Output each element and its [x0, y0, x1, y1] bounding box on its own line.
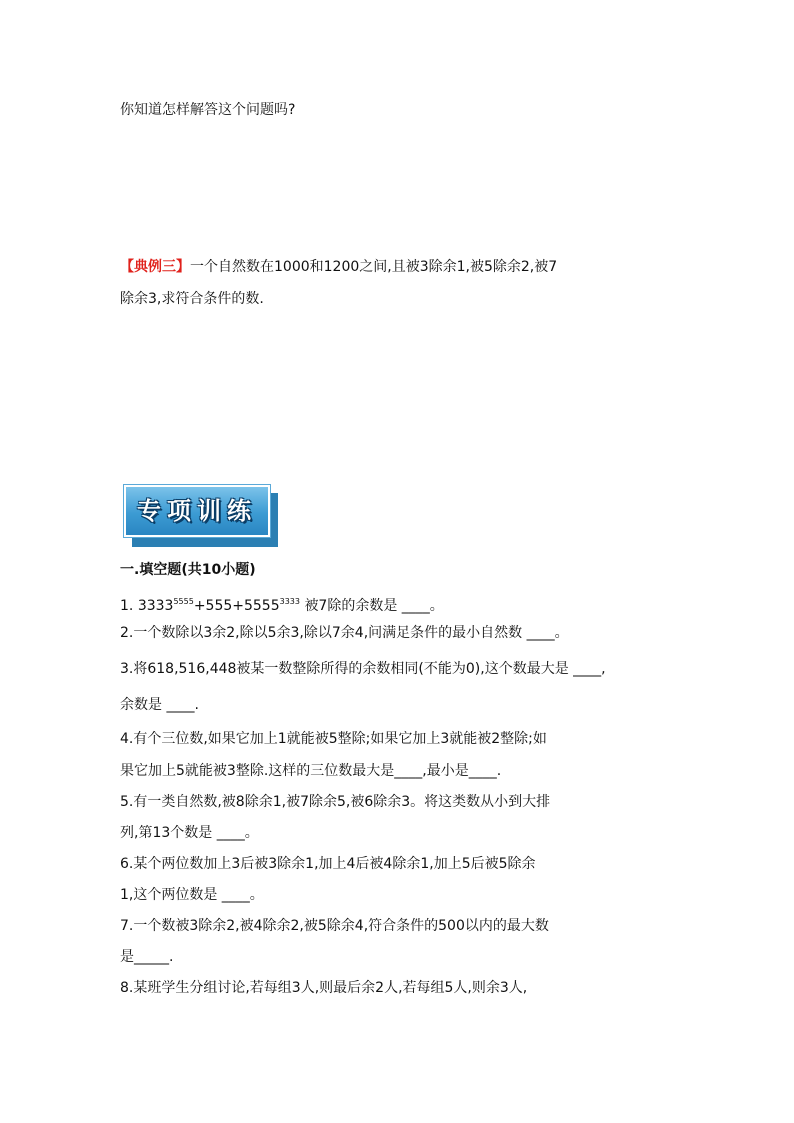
question-4-line2: 果它加上5就能被3整除.这样的三位数最大是____,最小是____. — [120, 763, 502, 779]
section-banner — [124, 485, 278, 547]
question-3-line2: 余数是 ____. — [120, 697, 199, 713]
example3-tag: 【典例三】 — [120, 259, 190, 275]
q1-base1: 3333 — [137, 598, 174, 614]
example3-line1-text: 一个自然数在1000和1200之间,且被3除余1,被5除余2,被7 — [190, 259, 558, 275]
question-2: 2.一个数除以3余2,除以5余3,除以7余4,问满足条件的最小自然数 ____。 — [120, 625, 569, 641]
intro-question: 你知道怎样解答这个问题吗? — [120, 102, 296, 118]
example3-line2: 除余3,求符合条件的数. — [120, 291, 264, 307]
question-7-line2: 是_____. — [120, 949, 174, 965]
question-7-line1: 7.一个数被3除余2,被4除余2,被5除余4,符合条件的500以内的最大数 — [120, 918, 549, 934]
q1-mid: +555+5555 — [193, 598, 280, 614]
question-6-line2: 1,这个两位数是 ____。 — [120, 887, 264, 903]
question-8-line1: 8.某班学生分组讨论,若每组3人,则最后余2人,若每组5人,则余3人, — [120, 980, 528, 996]
question-6-line1: 6.某个两位数加上3后被3除余1,加上4后被4除余1,加上5后被5除余 — [120, 856, 536, 872]
example3-line1 — [120, 256, 557, 278]
section-heading: 一.填空题(共10小题) — [120, 562, 256, 578]
question-4-line1: 4.有个三位数,如果它加上1就能被5整除;如果它加上3就能被2整除;如 — [120, 731, 547, 747]
q1-exp1: 5555 — [173, 597, 194, 606]
banner-label: 专项训练 — [137, 497, 257, 525]
question-3-line1: 3.将618,516,448被某一数整除所得的余数相同(不能为0),这个数最大是 ____, — [120, 661, 606, 677]
q1-prefix: 1. — [120, 598, 134, 614]
q1-tail: 被7除的余数是 ____。 — [304, 598, 444, 614]
q1-exp2: 3333 — [279, 597, 300, 606]
question-5-line1: 5.有一类自然数,被8除余1,被7除余5,被6除余3。将这类数从小到大排 — [120, 794, 551, 810]
question-5-line2: 列,第13个数是 ____。 — [120, 825, 259, 841]
question-1 — [120, 591, 444, 617]
